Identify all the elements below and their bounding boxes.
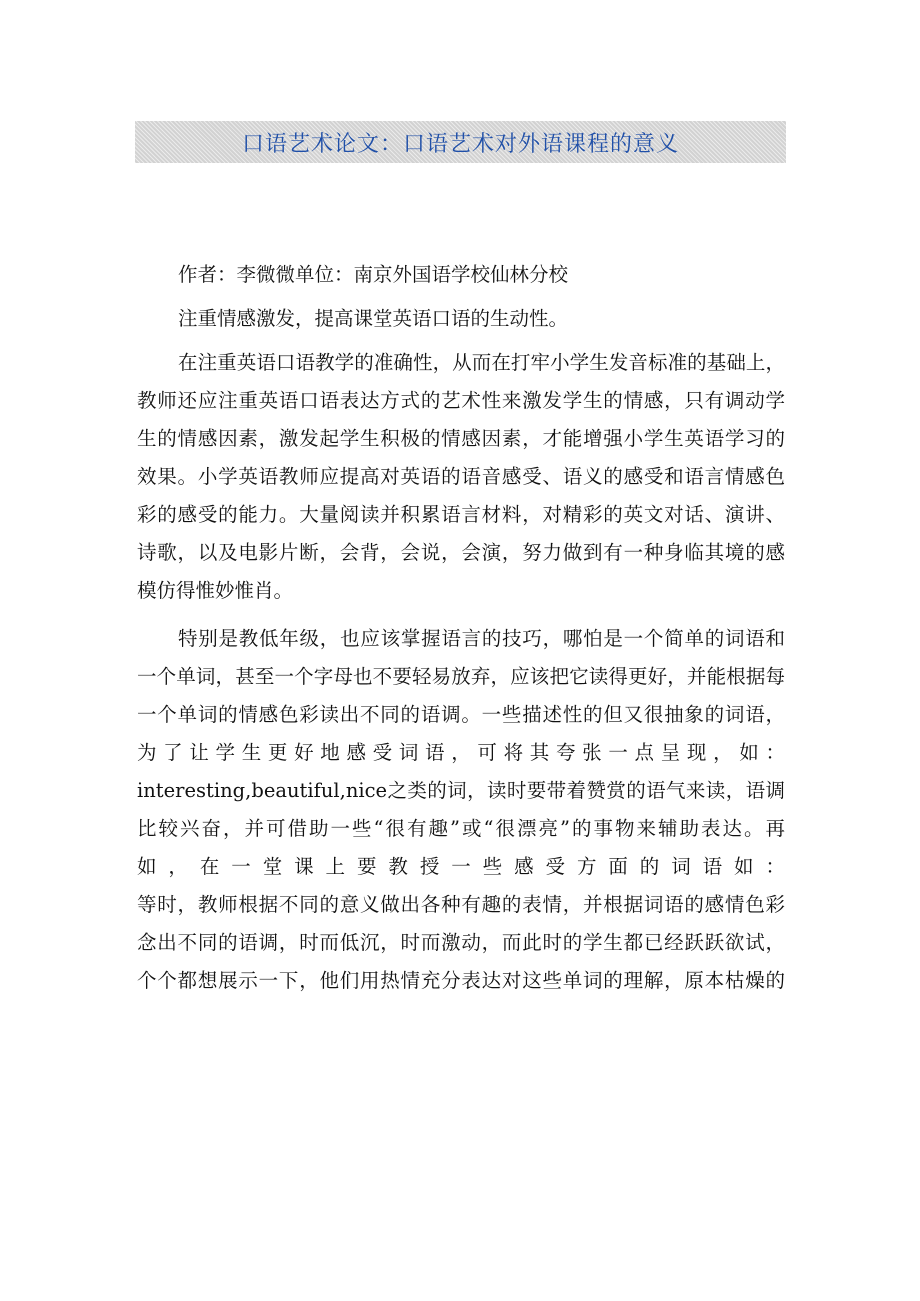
document-body [137,256,785,1000]
lead-line: 注重情感激发，提高课堂英语口语的生动性。 [178,307,569,330]
paragraph-line: 比较兴奋，并可借助一些“很有趣”或“很漂亮”的事物来辅助表达。再 [137,817,785,840]
paragraph-line: 个个都想展示一下，他们用热情充分表达对这些单词的理解，原本枯燥的 [137,969,785,992]
paragraph-line: 效果。小学英语教师应提高对英语的语音感受、语义的感受和语言情感色 [137,465,785,488]
title-banner [135,121,786,163]
author-paragraph [137,256,785,294]
paragraph-line: 为 了 让 学 生 更 好 地 感 受 词 语 ， 可 将 其 夸 张 一 点 呈 现 ， 如 ： [137,741,785,764]
paragraph-line: 如，在一堂课上要教授一些感受方面的词语如： [137,855,785,878]
body-paragraph-1 [137,344,785,610]
paragraph-line: 在注重英语口语教学的准确性，从而在打牢小学生发音标准的基础上， [178,351,785,374]
paragraph-line: 一个单词的情感色彩读出不同的语调。一些描述性的但又很抽象的词语， [137,703,785,726]
paragraph-line: 模仿得惟妙惟肖。 [137,579,294,602]
paragraph-line: 生的情感因素，激发起学生积极的情感因素，才能增强小学生英语学习的 [137,427,785,450]
paragraph-line: 特别是教低年级，也应该掌握语言的技巧，哪怕是一个简单的词语和 [178,627,785,650]
paragraph-line: 念出不同的语调，时而低沉，时而激动，而此时的学生都已经跃跃欲试， [137,931,785,954]
body-paragraph-2 [137,620,785,1000]
paragraph-line: 教师还应注重英语口语表达方式的艺术性来激发学生的情感，只有调动学 [137,389,785,412]
paragraph-line: 一个单词，甚至一个字母也不要轻易放弃，应该把它读得更好，并能根据每 [137,665,785,688]
paragraph-line: 等时，教师根据不同的意义做出各种有趣的表情，并根据词语的感情色彩 [137,893,785,916]
paragraph-line: interesting,beautiful,nice之类的词，读时要带着赞赏的语气来读，语调 [137,779,785,802]
paragraph-line: 彩的感受的能力。大量阅读并积累语言材料，对精彩的英文对话、演讲、 [137,503,785,526]
paragraph-line: 诗歌，以及电影片断，会背，会说，会演，努力做到有一种身临其境的感 [137,541,785,564]
author-line: 作者：李微微单位：南京外国语学校仙林分校 [178,263,569,286]
lead-paragraph [137,300,785,338]
document-title: 口语艺术论文：口语艺术对外语课程的意义 [241,131,679,157]
